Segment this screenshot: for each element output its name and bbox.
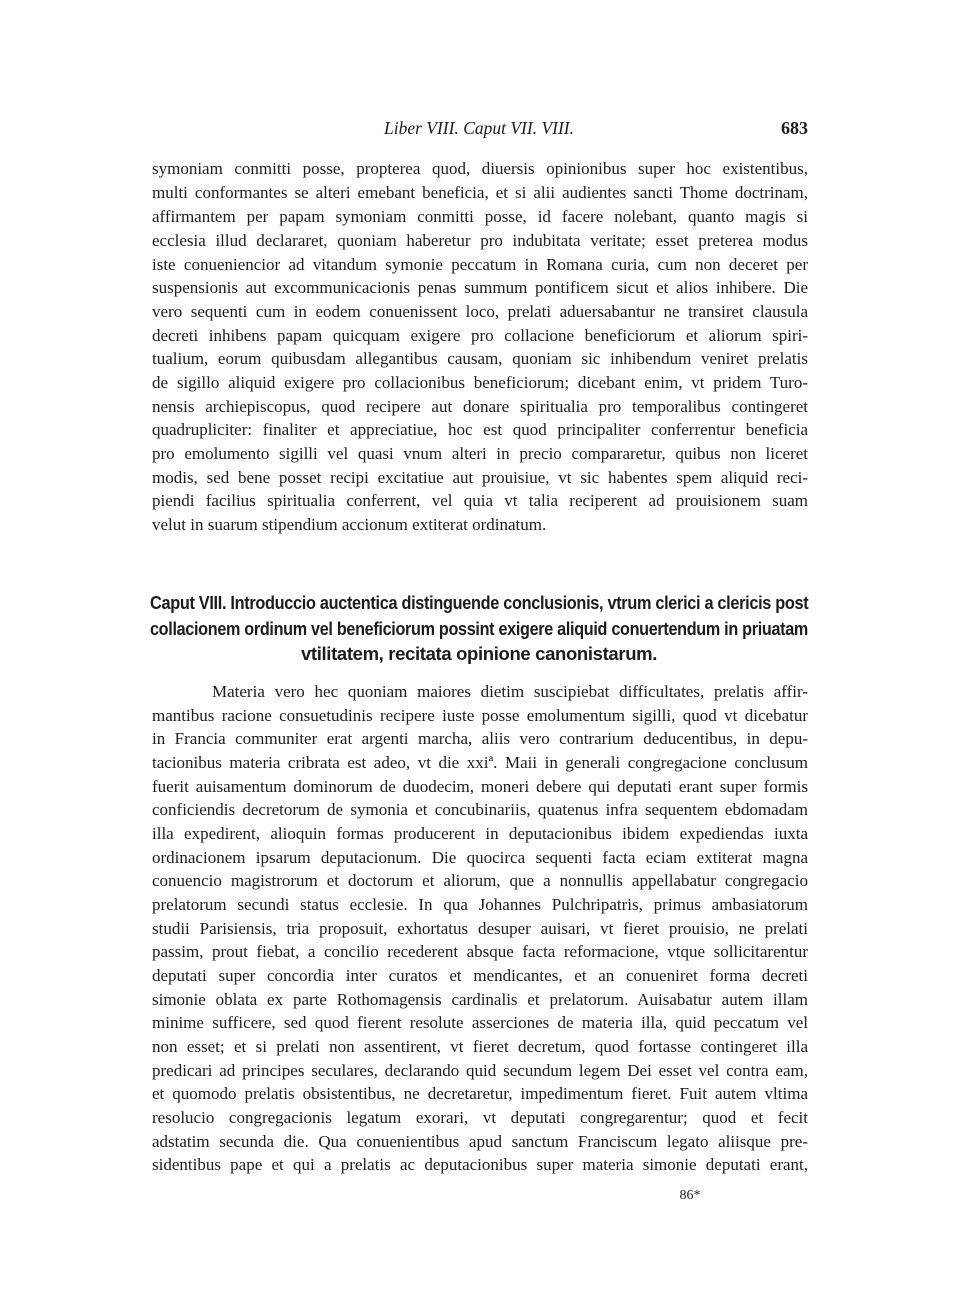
section-line: deputati super concordia inter curatos et mendicantes, et an conueniret forma decreti — [152, 966, 808, 985]
body-line: affirmantem per papam symoniam conmitti posse, id facere nolebant, quanto magis si — [152, 207, 808, 226]
body-line: suspensionis aut excommunicacionis penas summum pontificem sicut et alios inhibere. Die — [152, 278, 808, 297]
section-line: passim, prout fiebat, a concilio recederent absque facta reformacione, vtque sollicitarentur — [152, 942, 808, 961]
body-line: symoniam conmitti posse, propterea quod, diuersis opinionibus super hoc existentibus, — [152, 159, 808, 178]
section-line: conficiendis decretorum de symonia et concubinariis, quatenus infra sequentem ebdomadam — [152, 800, 808, 819]
section-line: ordinacionem ipsarum deputacionum. Die quocirca sequenti facta eciam extiterat magna — [152, 848, 808, 867]
body-line: decreti inhibens papam quicquam exigere pro collacione beneficiorum et aliorum spiri- — [152, 326, 808, 345]
heading-line: Caput VIII. Introduccio auctentica distinguende conclusionis, vtrum clerici a clericis post — [150, 592, 809, 613]
heading-line: collacionem ordinum vel beneficiorum possint exigere aliquid conuertendum in priuatam — [150, 618, 808, 639]
body-line: quadrupliciter: finaliter et appreciatiue, hoc est quod principaliter conferrentur beneficia — [152, 420, 808, 439]
section-line: predicari ad principes seculares, declarando quid secundum legem Dei esset vel contra eam, — [152, 1061, 808, 1080]
section-line: mantibus racione consuetudinis recipere iuste posse emolumentum sigilli, quod vt dicebatur — [152, 706, 808, 725]
section-line: minime sufficere, sed quod fierent resolute asserciones de materia illa, quid peccatum vel — [152, 1013, 808, 1032]
running-head — [150, 118, 808, 144]
section-line: fuerit auisamentum dominorum de duodecim, moneri debere qui deputati erant super formis — [152, 777, 808, 796]
body-line: tualium, eorum quibusdam allegantibus causam, quoniam sic inhibendum veniret prelatis — [152, 349, 808, 368]
section-line: studii Parisiensis, tria proposuit, exhortatus desuper auisari, vt fieret prouisio, ne prelati — [152, 919, 808, 938]
body-line: nensis archiepiscopus, quod recipere aut donare spiritualia pro temporalibus contingeret — [152, 397, 808, 416]
section-line: conuencio magistrorum et doctorum et aliorum, que a nonnullis appellabatur congregacio — [152, 871, 808, 890]
body-line: piendi facilius spiritualia conferrent, vel quia vt talia reciperent ad prouisionem suam — [152, 491, 808, 510]
running-title: Liber VIII. Caput VII. VIII. — [383, 118, 575, 138]
page-number: 683 — [781, 118, 808, 138]
section-line: prelatorum secundi status ecclesie. In qua Johannes Pulchripatris, primus ambasiatorum — [152, 895, 808, 914]
body-line: de sigillo aliquid exigere pro collacionibus beneficiorum; dicebant enim, vt pridem Turo- — [152, 373, 808, 392]
signature-mark: 86* — [679, 1188, 701, 1203]
section-line: adstatim secunda die. Qua conuenientibus apud sanctum Franciscum legato aliisque pre- — [152, 1132, 808, 1151]
body-line: vero sequenti cum in eodem conuenissent loco, prelati aduersabantur ne transiret clausula — [152, 302, 808, 321]
section-line: tacionibus materia cribrata est adeo, vt die xxiª. Maii in generali congregacione conclusum — [152, 753, 808, 772]
section-line: illa expedirent, alioquin formas producerent in deputacionibus ibidem expediendas iuxta — [152, 824, 808, 843]
body-line: velut in suarum stipendium accionum extiterat ordinatum. — [152, 515, 547, 534]
section-line: resolucio congregacionis legatum exorari, vt deputati congregarentur; quod et fecit — [152, 1108, 808, 1127]
section-line: non esset; et si prelati non assentirent, vt fieret decretum, quod fortasse contingeret illa — [152, 1037, 808, 1056]
heading-line: vtilitatem, recitata opinione canonistarum. — [300, 643, 658, 664]
section-line: Materia vero hec quoniam maiores dietim suscipiebat difficultates, prelatis affir- — [212, 682, 808, 701]
body-line: modis, sed bene posset recipi excitatiue aut prouisiue, vt sic habentes spem aliquid reci- — [152, 468, 808, 487]
body-line: ecclesia illud declararet, quoniam haberetur pro indubitata veritate; esset preterea modus — [152, 231, 808, 250]
section-line: sidentibus pape et qui a prelatis ac deputacionibus super materia simonie deputati erant, — [152, 1155, 808, 1174]
body-line: iste conueniencior ad vitandum symonie peccatum in Romana curia, cum non deceret per — [152, 255, 808, 274]
body-line: pro emolumento sigilli vel quasi vnum alteri in precio compararetur, quibus non liceret — [152, 444, 808, 463]
section-line: et quomodo prelatis obsistentibus, ne decretaretur, impedimentum fieret. Fuit autem vltima — [152, 1084, 808, 1103]
section-line: in Francia communiter erat argenti marcha, aliis vero contrarium deducentibus, in depu- — [152, 729, 808, 748]
body-line: multi conformantes se alteri emebant beneficia, et si alii audientes sancti Thome doctrinam, — [152, 183, 808, 202]
section-line: simonie oblata ex parte Rothomagensis cardinalis et prelatorum. Auisabatur autem illam — [152, 990, 808, 1009]
